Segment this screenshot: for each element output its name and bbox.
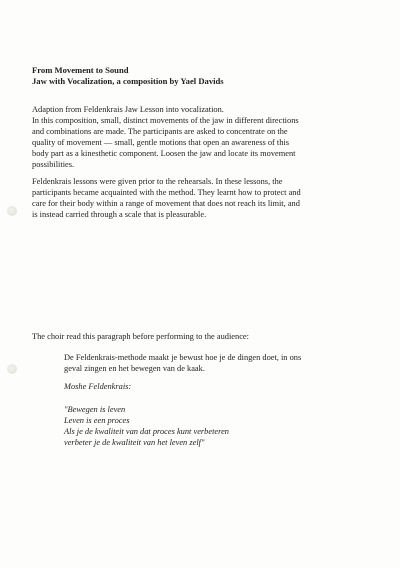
paragraph-line: participants became acquainted with the method. They learnt how to protect and bbox=[32, 188, 301, 197]
poem-line: verbeter je de kwaliteit van het leven zelf" bbox=[64, 438, 205, 447]
quote-line: De Feldenkrais-methode maakt je bewust hoe je de dingen doet, in ons bbox=[64, 353, 302, 362]
paragraph-adaption bbox=[32, 104, 377, 170]
poem-line: "Bewegen is leven bbox=[64, 405, 126, 414]
paragraph-line: is instead carried through a scale that is pleasurable. bbox=[32, 210, 207, 219]
quote-author-name: Moshe Feldenkrais: bbox=[64, 382, 132, 391]
paragraph-line: quality of movement — small, gentle motions that open an awareness of this bbox=[32, 138, 290, 147]
paragraph-line: Adaption from Feldenkrais Jaw Lesson into vocalization. bbox=[32, 105, 224, 114]
quote-line: geval zingen en het bewegen van de kaak. bbox=[64, 364, 205, 373]
paragraph-line: care for their body within a range of movement that does not reach its limit, and bbox=[32, 199, 300, 208]
paragraph-choir-intro bbox=[32, 331, 377, 342]
quote-dutch bbox=[64, 352, 364, 374]
paragraph-line: possibilities. bbox=[32, 160, 75, 169]
paragraph-line: and combinations are made. The participants are asked to concentrate on the bbox=[32, 127, 288, 136]
quote-poem bbox=[64, 404, 364, 448]
paragraph-lessons bbox=[32, 176, 377, 220]
paragraph-line: Feldenkrais lessons were given prior to the rehearsals. In these lessons, the bbox=[32, 177, 283, 186]
paragraph-line: The choir read this paragraph before performing to the audience: bbox=[32, 332, 249, 341]
poem-line: Als je de kwaliteit van dat proces kunt verbeteren bbox=[64, 427, 229, 436]
title-line-1: From Movement to Sound bbox=[32, 65, 129, 75]
document-title bbox=[32, 65, 372, 87]
poem-line: Leven is een proces bbox=[64, 416, 130, 425]
punch-hole-upper bbox=[7, 206, 17, 216]
paragraph-line: body part as a kinesthetic component. Loosen the jaw and locate its movement bbox=[32, 149, 296, 158]
punch-hole-lower bbox=[7, 364, 17, 374]
quote-author bbox=[64, 381, 364, 392]
paragraph-line: In this composition, small, distinct movements of the jaw in different directions bbox=[32, 116, 299, 125]
title-line-2: Jaw with Vocalization, a composition by Yael Davids bbox=[32, 76, 224, 86]
